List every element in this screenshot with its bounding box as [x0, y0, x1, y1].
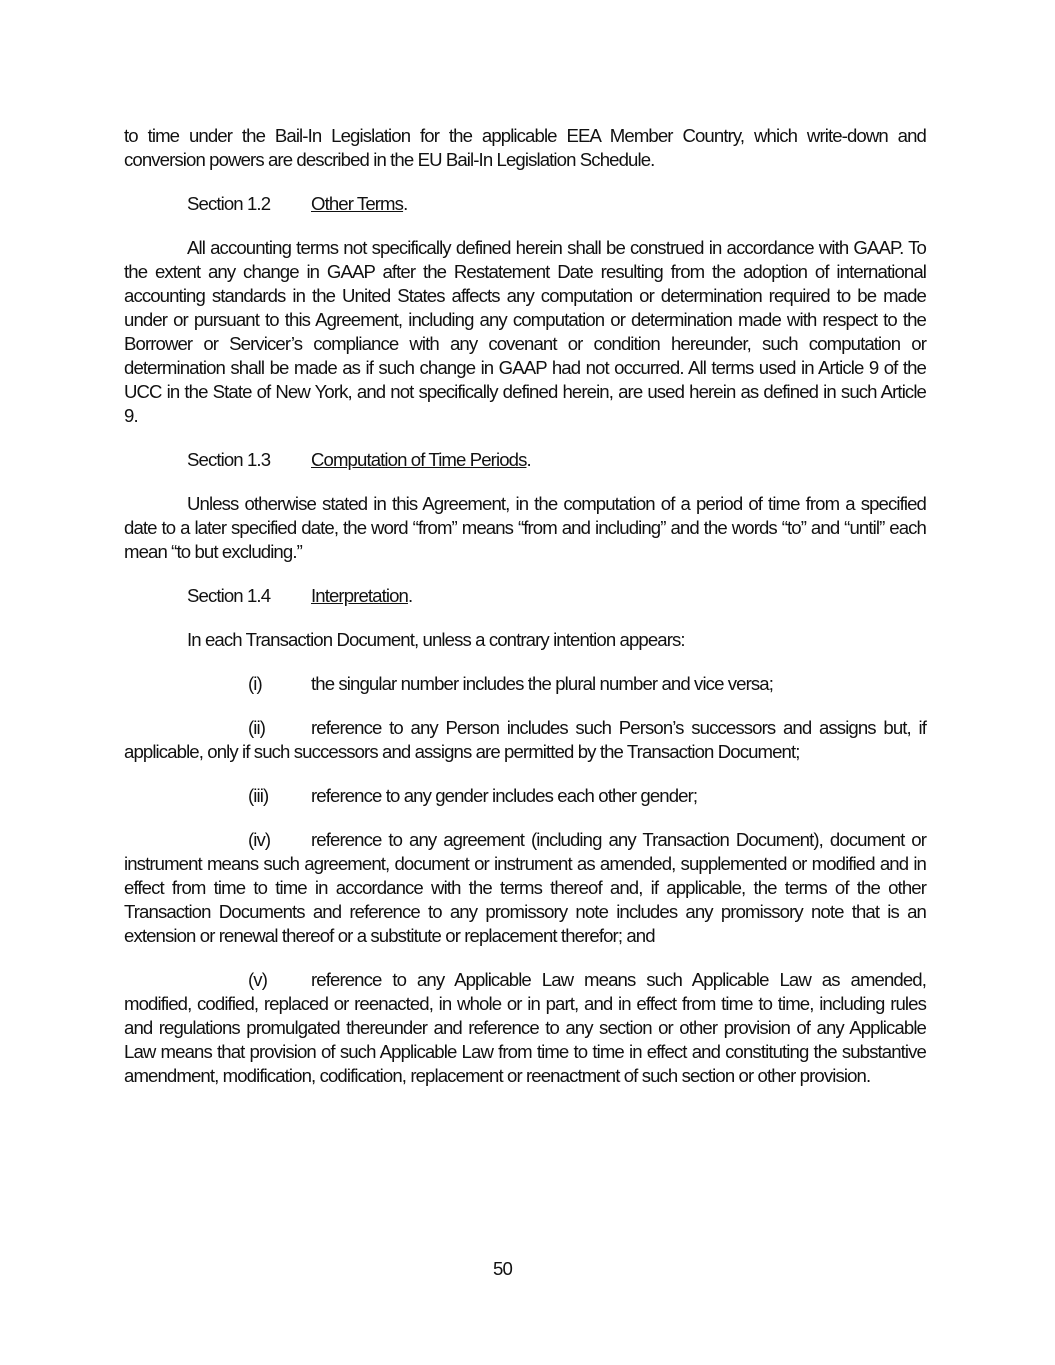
- section-title: Interpretation: [311, 585, 408, 606]
- item-text: reference to any gender includes each other gender;: [311, 785, 698, 806]
- heading-period: .: [407, 585, 413, 606]
- item-text: the singular number includes the plural number and vice versa;: [311, 673, 774, 694]
- page-number: 50: [493, 1258, 512, 1279]
- section-body-1-2: All accounting terms not specifically defined herein shall be construed in accordance with GAAP. To the extent any change in GAAP after the Restatement Date resulting from the adoption of international accounting standards in the United States affects any computation or determination required to be made under or pursuant to this Agreement, including any computation or determination made with respect to the Borrower or Servicer’s compliance with any covenant or condition hereunder, such computation or determination shall be made as if such change in GAAP had not occurred. All terms used in Article 9 of the UCC in the State of New York, and not specifically defined herein, are used herein as defined in such Article 9.: [124, 237, 926, 426]
- section-body-1-3: Unless otherwise stated in this Agreement, in the computation of a period of time from a specified date to a later specified date, the word “from” means “from and including” and the words “to” and “until” each mean “to but excluding.”: [124, 493, 926, 562]
- heading-period: .: [403, 193, 408, 214]
- section-body-1-4: In each Transaction Document, unless a contrary intention appears:: [187, 629, 685, 650]
- item-text: reference to any Applicable Law means such Applicable Law as amended, modified, codified, replaced or reenacted, in whole or in part, and in effect from time to time, including rules and regulations promulgated thereunder and reference to any section or other provision of any Applicable Law means that provision of such Applicable Law from time to time in effect and constituting the substantive amendment, modification, codification, replacement or reenactment of such section or other provision.: [124, 969, 926, 1086]
- section-number: Section 1.4: [187, 585, 271, 606]
- list-item: [124, 968, 926, 1088]
- section-title: Other Terms: [311, 193, 404, 214]
- list-item: [124, 672, 926, 696]
- item-label: (ii): [248, 717, 266, 738]
- list-item: [124, 716, 926, 764]
- section-number: Section 1.3: [187, 449, 271, 470]
- section-heading-1-4: [124, 584, 926, 608]
- heading-period: .: [526, 449, 531, 470]
- item-label: (i): [248, 673, 262, 694]
- item-label: (iv): [248, 829, 271, 850]
- item-label: (iii): [248, 785, 269, 806]
- item-text: reference to any agreement (including any Transaction Document), document or instrument means such agreement, document or instrument as amended, supplemented or modified and in effect from time to time in accordance with the terms thereof and, if applicable, the terms of the other Transaction Documents and reference to any promissory note includes any promissory note that is an extension or renewal thereof or a substitute or replacement therefor; and: [124, 829, 926, 946]
- list-item: [124, 828, 926, 948]
- section-title: Computation of Time Periods: [311, 449, 527, 470]
- continuation-paragraph: to time under the Bail-In Legislation for the applicable EEA Member Country, which write-down and conversion powers are described in the EU Bail-In Legislation Schedule.: [124, 125, 926, 170]
- section-heading-1-3: [124, 448, 926, 472]
- section-heading-1-2: [124, 192, 926, 216]
- item-label: (v): [248, 969, 267, 990]
- section-number: Section 1.2: [187, 193, 271, 214]
- list-item: [124, 784, 926, 808]
- item-text: reference to any Person includes such Person’s successors and assigns but, if applicable, only if such successors and assigns are permitted by the Transaction Document;: [124, 717, 926, 762]
- document-page: [124, 124, 926, 1088]
